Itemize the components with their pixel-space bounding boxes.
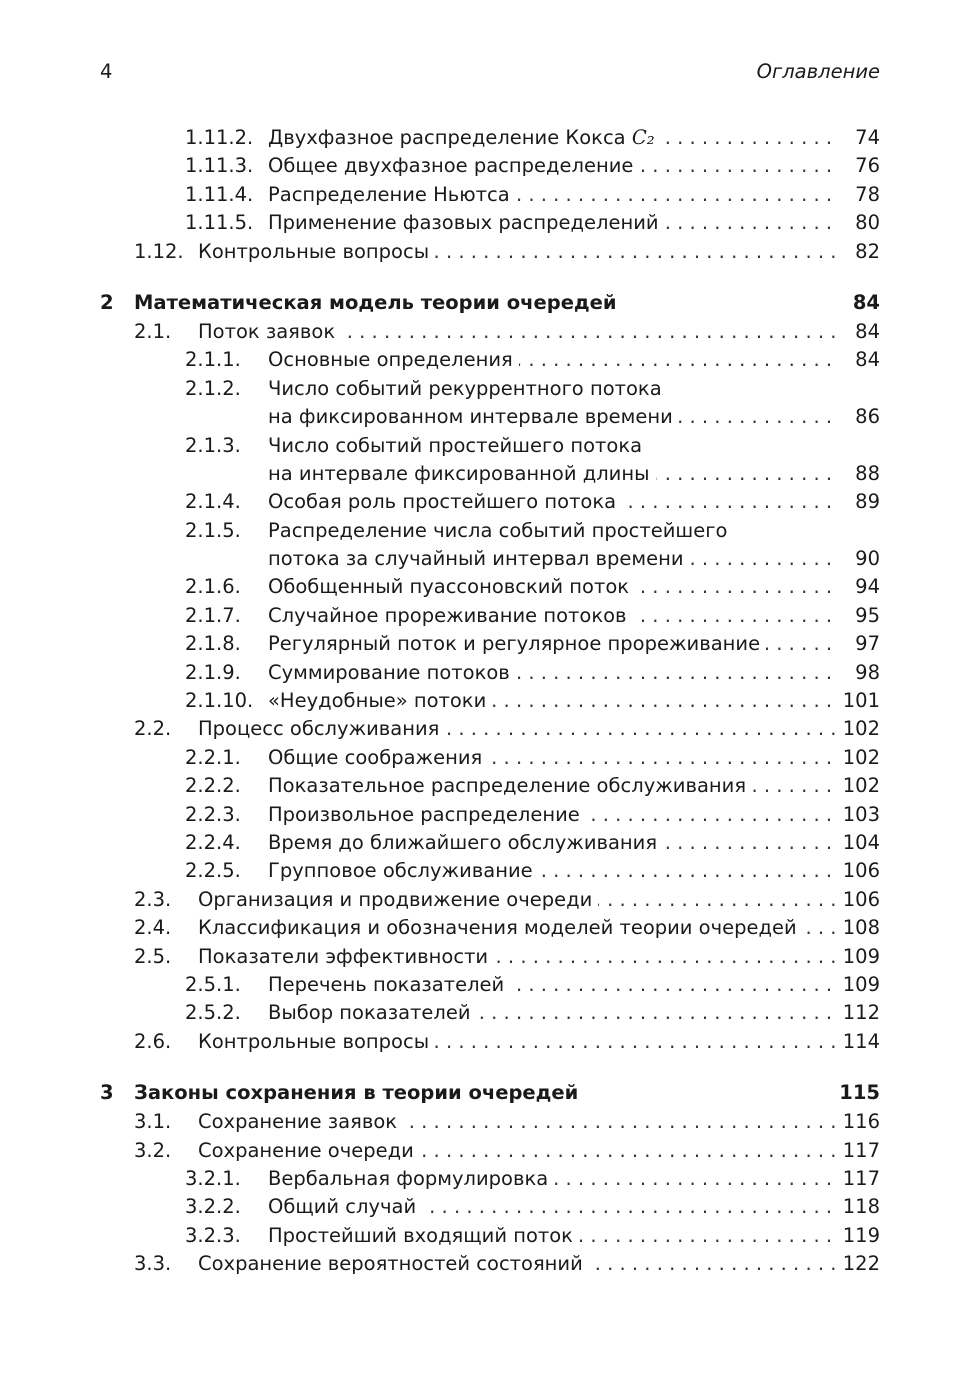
- toc-title: Перечень показателей . .: [268, 971, 838, 999]
- toc-title: «Неудобные» потоки . .: [268, 687, 838, 715]
- toc-number: 2.5.2.: [185, 1001, 241, 1025]
- toc-subsection[interactable]: [100, 181, 880, 209]
- toc-number: 1.11.5.: [185, 211, 254, 235]
- toc-section[interactable]: [100, 1250, 880, 1278]
- toc-title: Поток заявок . .: [198, 318, 838, 346]
- toc-title: Суммирование потоков . .: [268, 659, 838, 687]
- toc-page-number: 119: [842, 1223, 880, 1247]
- toc-number: 2.1.10.: [185, 689, 254, 713]
- page-number: 4: [100, 60, 113, 83]
- toc-section[interactable]: [100, 238, 880, 266]
- toc-subsection[interactable]: [100, 602, 880, 630]
- toc-subsection[interactable]: [100, 744, 880, 772]
- toc-number: 2.3.: [134, 887, 172, 911]
- toc-subsection[interactable]: [100, 517, 880, 545]
- toc-section[interactable]: [100, 1137, 880, 1165]
- toc-page-number: 84: [855, 348, 880, 372]
- toc-title: Основные определения . .: [268, 346, 838, 374]
- toc-subsection[interactable]: [100, 545, 880, 573]
- toc-title: Организация и продвижение очереди . .: [198, 886, 838, 914]
- toc-title: Контрольные вопросы . .: [198, 238, 838, 266]
- toc-title: Показатели эффективности . .: [198, 943, 838, 971]
- toc-number: 2.1.3.: [185, 433, 241, 457]
- toc-title: Применение фазовых распределений . .: [268, 209, 838, 237]
- toc-page-number: 117: [842, 1138, 880, 1162]
- toc-subsection[interactable]: [100, 346, 880, 374]
- toc-title: Математическая модель теории очередей: [134, 288, 834, 318]
- toc-subsection[interactable]: [100, 152, 880, 180]
- toc-number: 3: [100, 1081, 114, 1105]
- toc-subsection[interactable]: [100, 829, 880, 857]
- toc-number: 2.1.6.: [185, 575, 241, 599]
- toc-gap: [100, 266, 880, 288]
- toc-subsection[interactable]: [100, 999, 880, 1027]
- toc-page-number: 102: [842, 774, 880, 798]
- toc-title: Процесс обслуживания . .: [198, 715, 838, 743]
- toc-title: потока за случайный интервал времени . .: [268, 545, 838, 573]
- toc-chapter[interactable]: [100, 288, 880, 318]
- toc-section[interactable]: [100, 715, 880, 743]
- toc-subsection[interactable]: [100, 1165, 880, 1193]
- toc-number: 2.1.: [134, 319, 172, 343]
- toc-number: 2.2.2.: [185, 774, 241, 798]
- toc-number: 1.12.: [134, 239, 184, 263]
- toc-page-number: 104: [842, 830, 880, 854]
- toc-title: Особая роль простейшего потока . .: [268, 488, 838, 516]
- toc-page-number: 118: [842, 1195, 880, 1219]
- toc-page-number: 78: [855, 182, 880, 206]
- toc-number: 3.2.: [134, 1138, 172, 1162]
- toc-page-number: 109: [842, 944, 880, 968]
- toc-subsection[interactable]: [100, 659, 880, 687]
- toc-page-number: 109: [842, 972, 880, 996]
- toc-number: 2.1.8.: [185, 632, 241, 656]
- toc-section[interactable]: [100, 1108, 880, 1136]
- toc-number: 2.2.4.: [185, 830, 241, 854]
- toc-page-number: 88: [855, 461, 880, 485]
- toc-page-number: 108: [842, 916, 880, 940]
- toc-subsection[interactable]: [100, 403, 880, 431]
- toc-title: Обобщенный пуассоновский поток . .: [268, 573, 838, 601]
- toc-title: Общий случай . .: [268, 1193, 838, 1221]
- toc-page-number: 90: [855, 547, 880, 571]
- toc-number: 3.2.1.: [185, 1166, 241, 1190]
- toc-title: Выбор показателей . .: [268, 999, 838, 1027]
- toc-page-number: 84: [852, 290, 880, 314]
- toc-title: Групповое обслуживание . .: [268, 857, 838, 885]
- toc-page-number: 95: [855, 603, 880, 627]
- toc-section[interactable]: [100, 943, 880, 971]
- toc-subsection[interactable]: [100, 375, 880, 403]
- toc-number: 3.2.2.: [185, 1195, 241, 1219]
- toc-page-number: 102: [842, 717, 880, 741]
- running-title: Оглавление: [756, 60, 880, 83]
- toc-number: 2.2.3.: [185, 802, 241, 826]
- toc-title: Показательное распределение обслуживания . .: [268, 772, 838, 800]
- toc-subsection[interactable]: [100, 1193, 880, 1221]
- toc-title: Случайное прореживание потоков . .: [268, 602, 838, 630]
- toc-subsection[interactable]: [100, 573, 880, 601]
- toc-title: Сохранение заявок . .: [198, 1108, 838, 1136]
- math-symbol: C₂: [632, 126, 661, 149]
- toc-page-number: 106: [842, 859, 880, 883]
- toc-number: 2.1.2.: [185, 376, 241, 400]
- toc-subsection[interactable]: [100, 857, 880, 885]
- toc-subsection[interactable]: [100, 460, 880, 488]
- toc-page-number: 80: [855, 211, 880, 235]
- toc-page-number: 102: [842, 745, 880, 769]
- toc-number: 2: [100, 290, 114, 314]
- toc-number: 2.1.5.: [185, 518, 241, 542]
- toc-page-number: 89: [855, 490, 880, 514]
- toc-number: 2.1.9.: [185, 660, 241, 684]
- toc-title: Число событий простейшего потока: [268, 432, 838, 460]
- toc-chapter[interactable]: [100, 1078, 880, 1108]
- toc-page-number: 122: [842, 1252, 880, 1276]
- toc-subsection[interactable]: [100, 124, 880, 152]
- toc-title: Сохранение вероятностей состояний . .: [198, 1250, 838, 1278]
- table-of-contents: [100, 124, 880, 1278]
- toc-title: Произвольное распределение . .: [268, 801, 838, 829]
- toc-page-number: 74: [855, 126, 880, 149]
- toc-page-number: 86: [855, 405, 880, 429]
- toc-number: 2.1.7.: [185, 603, 241, 627]
- toc-number: 1.11.3.: [185, 154, 254, 178]
- toc-subsection[interactable]: [100, 488, 880, 516]
- toc-title: Законы сохранения в теории очередей: [134, 1078, 834, 1108]
- toc-page-number: 84: [855, 319, 880, 343]
- toc-title: Сохранение очереди . .: [198, 1137, 838, 1165]
- toc-page-number: 97: [855, 632, 880, 656]
- toc-number: 1.11.2.: [185, 126, 254, 149]
- toc-page-number: 117: [842, 1166, 880, 1190]
- toc-section[interactable]: [100, 1028, 880, 1056]
- toc-number: 2.6.: [134, 1029, 172, 1053]
- toc-title: Простейший входящий поток . .: [268, 1222, 838, 1250]
- toc-number: 2.4.: [134, 916, 172, 940]
- toc-number: 2.5.: [134, 944, 172, 968]
- toc-title: на интервале фиксированной длины . .: [268, 460, 838, 488]
- toc-number: 3.2.3.: [185, 1223, 241, 1247]
- toc-page-number: 98: [855, 660, 880, 684]
- toc-page-number: 115: [839, 1081, 880, 1105]
- toc-page-number: 114: [842, 1029, 880, 1053]
- toc-subsection[interactable]: [100, 432, 880, 460]
- toc-page-number: 76: [855, 154, 880, 178]
- toc-title: Число событий рекуррентного потока: [268, 375, 838, 403]
- toc-section[interactable]: [100, 914, 880, 942]
- toc-title: Контрольные вопросы . .: [198, 1028, 838, 1056]
- toc-title: Распределение Ньютса . .: [268, 181, 838, 209]
- toc-section[interactable]: [100, 318, 880, 346]
- toc-title: Общее двухфазное распределение . .: [268, 152, 838, 180]
- toc-title: Общие соображения . .: [268, 744, 838, 772]
- toc-number: 2.2.: [134, 717, 172, 741]
- toc-page-number: 116: [842, 1110, 880, 1134]
- toc-number: 2.1.1.: [185, 348, 241, 372]
- toc-number: 2.5.1.: [185, 972, 241, 996]
- toc-page-number: 82: [855, 239, 880, 263]
- toc-subsection[interactable]: [100, 772, 880, 800]
- toc-number: 2.2.5.: [185, 859, 241, 883]
- toc-title: на фиксированном интервале времени . .: [268, 403, 838, 431]
- toc-section[interactable]: [100, 886, 880, 914]
- toc-subsection[interactable]: [100, 971, 880, 999]
- toc-subsection[interactable]: [100, 801, 880, 829]
- toc-page-number: 101: [842, 689, 880, 713]
- toc-page-number: 103: [842, 802, 880, 826]
- toc-title: Двухфазное распределение Кокса C₂ . .: [268, 124, 838, 152]
- toc-title: Распределение числа событий простейшего: [268, 517, 838, 545]
- toc-number: 3.1.: [134, 1110, 172, 1134]
- toc-number: 2.2.1.: [185, 745, 241, 769]
- running-head: [100, 60, 880, 88]
- toc-title: Вербальная формулировка . .: [268, 1165, 838, 1193]
- toc-page-number: 112: [842, 1001, 880, 1025]
- toc-gap: [100, 1056, 880, 1078]
- toc-title: Классификация и обозначения моделей теории очередей . .: [198, 914, 838, 942]
- toc-subsection[interactable]: [100, 630, 880, 658]
- toc-subsection[interactable]: [100, 209, 880, 237]
- toc-page-number: 106: [842, 887, 880, 911]
- toc-number: 3.3.: [134, 1252, 172, 1276]
- toc-subsection[interactable]: [100, 687, 880, 715]
- toc-number: 1.11.4.: [185, 182, 254, 206]
- toc-page-number: 94: [855, 575, 880, 599]
- toc-title: Время до ближайшего обслуживания . .: [268, 829, 838, 857]
- toc-title: Регулярный поток и регулярное прореживание . .: [268, 630, 838, 658]
- toc-subsection[interactable]: [100, 1222, 880, 1250]
- toc-number: 2.1.4.: [185, 490, 241, 514]
